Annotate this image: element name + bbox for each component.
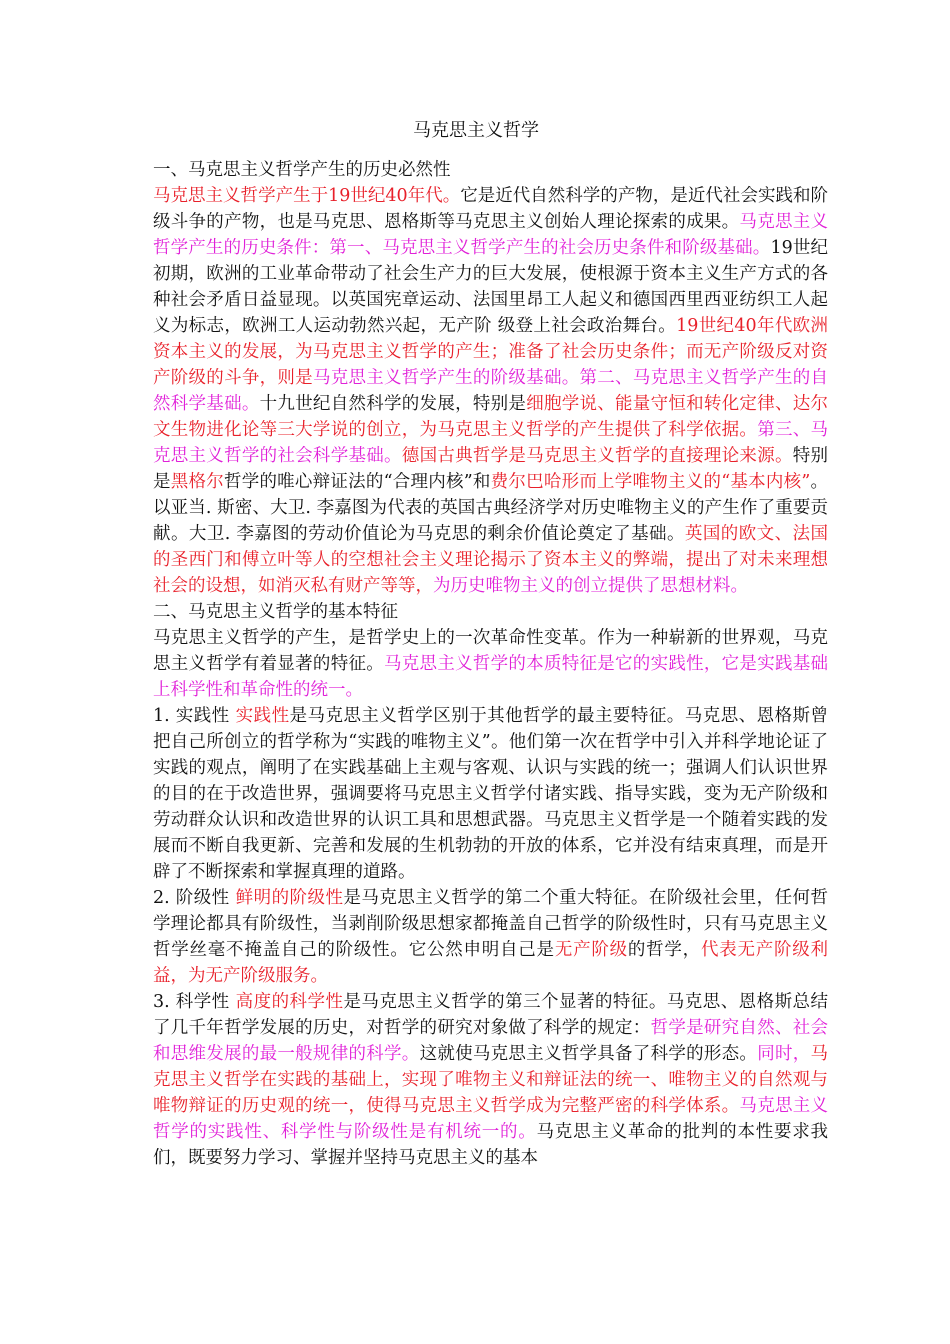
body-text: 的哲学， xyxy=(627,940,701,960)
highlighted-text: 英国的欧文、法国的圣西门和傅立叶等人的空想社会主义理论揭示了资本主义的弊端，提出了对未来理想社会的设想，如消灭私有财产等等， xyxy=(153,524,829,596)
body-text: 2. 阶级性 xyxy=(153,888,236,908)
highlighted-text: 马克思主义哲学的本质特征是它的实践性，它是实践基础上科学性和革命性的统一。 xyxy=(153,654,829,700)
highlighted-text: 哲学是研究自然、社会和思维发展的最一般规律的科学。 xyxy=(153,1018,829,1064)
paragraph xyxy=(153,703,828,885)
highlighted-text: 同时， xyxy=(757,1044,811,1064)
body-text: 马克思主义哲学的产生，是哲学史上的一次革命性变革。作为一种崭新的世界观，马克思主义哲学有着显著的特征。 xyxy=(153,628,828,674)
highlighted-text: 德国古典哲学是马克思主义哲学的直接理论来源。 xyxy=(401,446,793,466)
body-text: 是马克思主义哲学区别于其他哲学的最主要特征。马克思、恩格斯曾把自己所创立的哲学称为“实践的唯物主义”。他们第一次在哲学中引入并科学地论证了实践的观点，阐明了在实践基础上主观与客观、认识与实践的统一；强调人们认识世界的目的在于改造世界，强调要将马克思主义哲学付诸实践、指导实践，变为无产阶级和劳动群众认识和改造世界的认识工具和思想武器。马克思主义哲学是一个随着实践的发展而不断自我更新、完善和发展的生机勃勃的开放的体系，它并没有结束真理，而是开辟了不断探索和掌握真理的道路。 xyxy=(153,706,829,882)
highlighted-text: 代表无产阶级利益，为无产阶级服务。 xyxy=(153,940,829,986)
document-body xyxy=(153,157,828,1171)
highlighted-text: 无产阶级 xyxy=(554,940,628,960)
highlighted-text: 第三、马克思主义哲学的社会科学基础。 xyxy=(153,420,828,466)
highlighted-text: 实践性 xyxy=(235,706,290,726)
body-text: 它是近代自然科学的产物，是近代社会实践和阶级斗争的产物，也是马克思、恩格斯等马克思主义创始人理论探索的成果。 xyxy=(153,186,828,232)
paragraph xyxy=(153,183,828,599)
highlighted-text: 马克思主义哲学产生的历史条件：第一、马克思主义哲学产生的社会历史条件和阶级基础。 xyxy=(153,212,829,258)
paragraph xyxy=(153,989,828,1171)
highlighted-text: 19世纪40年代欧洲资本主义的发展，为马克思主义哲学的产生；准备了社会历史条件；而无产阶级反对资产阶级的斗争，则是 xyxy=(153,316,828,388)
document-title: 马克思主义哲学 xyxy=(413,120,539,141)
highlighted-text: 鲜明的阶级性 xyxy=(235,888,344,908)
highlighted-text: 黑格尔 xyxy=(170,472,224,492)
paragraph xyxy=(153,625,828,703)
highlighted-text: 马克思主义哲学在实践的基础上，实现了唯物主义和辩证法的统一、唯物主义的自然观与唯物辩证的历史观的统一，使得马克思主义哲学成为完整严密的科学体系。 xyxy=(153,1044,829,1116)
body-text: 特别是 xyxy=(153,446,829,492)
highlighted-text: 马克思主义哲学的实践性、科学性与阶级性是有机统一的。 xyxy=(153,1096,829,1142)
section-heading: 二、马克思主义哲学的基本特征 xyxy=(153,602,398,622)
body-text: 哲学的唯心辩证法的“合理内核”和 xyxy=(223,472,491,492)
body-text: 是马克思主义哲学的第三个显著的特征。马克思、恩格斯总结了几千年哲学发展的历史，对哲学的研究对象做了科学的规定： xyxy=(153,992,829,1038)
body-text: 十九世纪自然科学的发展，特别是 xyxy=(259,394,527,414)
highlighted-text: 细胞学说、能量守恒和转化定律、达尔文生物进化论等三大学说的创立，为马克思主义哲学的产生提供了科学依据。 xyxy=(153,394,829,440)
body-text: 1. 实践性 xyxy=(153,706,236,726)
highlighted-text: 马克思主义哲学产生的阶级基础。第二、马克思主义哲学产生的自然科学基础。 xyxy=(153,368,829,414)
highlighted-text: 为历史唯物主义的创立提供了思想材料。 xyxy=(433,576,748,596)
body-text: 19世纪初期，欧洲的工业革命带动了社会生产力的巨大发展，使根源于资本主义生产方式的各种社会矛盾日益显现。以英国宪章运动、法国里昂工人起义和德国西里西亚纺织工人起义为标志，欧洲工人运动勃然兴起，无产阶 级登上社会政治舞台。 xyxy=(153,238,828,336)
body-text: 这就使马克思主义哲学具备了科学的形态。 xyxy=(419,1044,758,1064)
body-text: 马克思主义革命的批判的本性要求我们，既要努力学习、掌握并坚持马克思主义的基本 xyxy=(153,1122,829,1168)
section-heading: 一、马克思主义哲学产生的历史必然性 xyxy=(153,160,451,180)
paragraph xyxy=(153,885,828,989)
highlighted-text: 费尔巴哈形而上学唯物主义的“基本内核” xyxy=(490,472,811,492)
body-text: 是马克思主义哲学的第二个重大特征。在阶级社会里，任何哲学理论都具有阶级性，当剥削阶级思想家都掩盖自己哲学的阶级性时，只有马克思主义哲学丝毫不掩盖自己的阶级性。它公然申明自己是 xyxy=(153,888,829,960)
highlighted-text: 马克思主义哲学产生于19世纪40年代。 xyxy=(153,186,461,206)
body-text: 。以亚当. 斯密、大卫. 李嘉图为代表的英国古典经济学对历史唯物主义的产生作了重要贡献。大卫. 李嘉图的劳动价值论为马克思的剩余价值论奠定了基础。 xyxy=(153,472,829,544)
highlighted-text: 高度的科学性 xyxy=(235,992,344,1012)
body-text: 3. 科学性 xyxy=(153,992,236,1012)
